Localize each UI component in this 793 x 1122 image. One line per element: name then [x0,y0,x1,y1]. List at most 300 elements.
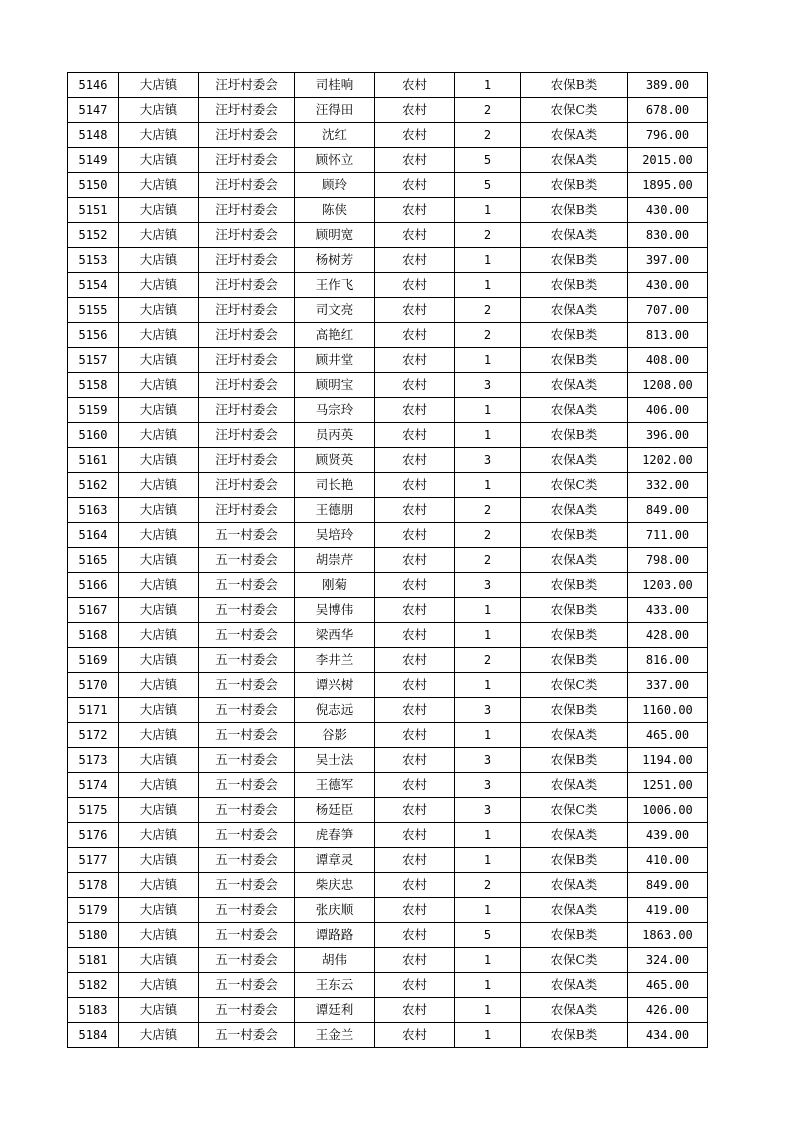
village-committee-cell: 五一村委会 [199,898,295,923]
insurance-category-cell: 农保A类 [521,298,628,323]
household-size-cell: 1 [455,423,521,448]
village-committee-cell: 五一村委会 [199,673,295,698]
village-committee-cell: 五一村委会 [199,523,295,548]
serial-number-cell: 5178 [68,873,119,898]
name-cell: 谷影 [295,723,375,748]
household-size-cell: 3 [455,373,521,398]
area-type-cell: 农村 [375,98,455,123]
household-size-cell: 2 [455,873,521,898]
serial-number-cell: 5162 [68,473,119,498]
name-cell: 谭路路 [295,923,375,948]
name-cell: 吴博伟 [295,598,375,623]
serial-number-cell: 5181 [68,948,119,973]
amount-cell: 410.00 [628,848,708,873]
amount-cell: 408.00 [628,348,708,373]
name-cell: 倪志远 [295,698,375,723]
amount-cell: 428.00 [628,623,708,648]
town-cell: 大店镇 [119,173,199,198]
table-row [68,1023,708,1048]
village-committee-cell: 五一村委会 [199,998,295,1023]
amount-cell: 439.00 [628,823,708,848]
table-row [68,748,708,773]
name-cell: 谭兴树 [295,673,375,698]
table-row [68,123,708,148]
serial-number-cell: 5163 [68,498,119,523]
table-row [68,848,708,873]
table-row [68,323,708,348]
town-cell: 大店镇 [119,673,199,698]
serial-number-cell: 5153 [68,248,119,273]
village-committee-cell: 汪圩村委会 [199,123,295,148]
household-size-cell: 1 [455,623,521,648]
name-cell: 司桂响 [295,73,375,98]
town-cell: 大店镇 [119,298,199,323]
area-type-cell: 农村 [375,848,455,873]
household-size-cell: 2 [455,648,521,673]
village-committee-cell: 汪圩村委会 [199,73,295,98]
household-size-cell: 2 [455,548,521,573]
household-size-cell: 1 [455,998,521,1023]
name-cell: 王德朋 [295,498,375,523]
table-row [68,798,708,823]
area-type-cell: 农村 [375,223,455,248]
area-type-cell: 农村 [375,348,455,373]
table-row [68,498,708,523]
area-type-cell: 农村 [375,673,455,698]
village-committee-cell: 汪圩村委会 [199,398,295,423]
village-committee-cell: 五一村委会 [199,773,295,798]
village-committee-cell: 五一村委会 [199,573,295,598]
household-size-cell: 3 [455,748,521,773]
serial-number-cell: 5155 [68,298,119,323]
town-cell: 大店镇 [119,548,199,573]
village-committee-cell: 五一村委会 [199,973,295,998]
household-size-cell: 1 [455,848,521,873]
town-cell: 大店镇 [119,473,199,498]
insurance-category-cell: 农保B类 [521,348,628,373]
insurance-category-cell: 农保A类 [521,873,628,898]
serial-number-cell: 5159 [68,398,119,423]
town-cell: 大店镇 [119,873,199,898]
name-cell: 顾明宽 [295,223,375,248]
village-committee-cell: 汪圩村委会 [199,373,295,398]
amount-cell: 2015.00 [628,148,708,173]
serial-number-cell: 5156 [68,323,119,348]
area-type-cell: 农村 [375,548,455,573]
area-type-cell: 农村 [375,373,455,398]
insurance-category-cell: 农保A类 [521,398,628,423]
area-type-cell: 农村 [375,198,455,223]
household-size-cell: 3 [455,773,521,798]
table-row [68,873,708,898]
serial-number-cell: 5158 [68,373,119,398]
household-size-cell: 3 [455,698,521,723]
amount-cell: 337.00 [628,673,708,698]
name-cell: 顾明宝 [295,373,375,398]
serial-number-cell: 5170 [68,673,119,698]
table-row [68,223,708,248]
name-cell: 员丙英 [295,423,375,448]
area-type-cell: 农村 [375,598,455,623]
household-size-cell: 2 [455,298,521,323]
town-cell: 大店镇 [119,498,199,523]
household-size-cell: 1 [455,598,521,623]
town-cell: 大店镇 [119,73,199,98]
insurance-category-cell: 农保B类 [521,198,628,223]
insurance-category-cell: 农保B类 [521,623,628,648]
table-row [68,473,708,498]
amount-cell: 406.00 [628,398,708,423]
serial-number-cell: 5152 [68,223,119,248]
insurance-category-cell: 农保B类 [521,848,628,873]
household-size-cell: 1 [455,723,521,748]
insurance-category-cell: 农保B类 [521,248,628,273]
town-cell: 大店镇 [119,898,199,923]
table-row [68,173,708,198]
village-committee-cell: 汪圩村委会 [199,248,295,273]
insurance-category-cell: 农保A类 [521,548,628,573]
area-type-cell: 农村 [375,723,455,748]
name-cell: 马宗玲 [295,398,375,423]
name-cell: 顾怀立 [295,148,375,173]
town-cell: 大店镇 [119,598,199,623]
serial-number-cell: 5172 [68,723,119,748]
roster-body [68,73,708,1048]
town-cell: 大店镇 [119,373,199,398]
household-size-cell: 5 [455,173,521,198]
amount-cell: 430.00 [628,273,708,298]
area-type-cell: 农村 [375,698,455,723]
village-committee-cell: 五一村委会 [199,748,295,773]
household-size-cell: 1 [455,673,521,698]
table-row [68,98,708,123]
insurance-category-cell: 农保A类 [521,498,628,523]
serial-number-cell: 5182 [68,973,119,998]
village-committee-cell: 五一村委会 [199,873,295,898]
table-row [68,398,708,423]
amount-cell: 849.00 [628,873,708,898]
serial-number-cell: 5165 [68,548,119,573]
name-cell: 汪得田 [295,98,375,123]
table-row [68,698,708,723]
roster-table [67,72,708,1048]
insurance-category-cell: 农保A类 [521,773,628,798]
household-size-cell: 1 [455,73,521,98]
village-committee-cell: 汪圩村委会 [199,98,295,123]
insurance-category-cell: 农保B类 [521,1023,628,1048]
town-cell: 大店镇 [119,448,199,473]
serial-number-cell: 5175 [68,798,119,823]
amount-cell: 830.00 [628,223,708,248]
insurance-category-cell: 农保A类 [521,898,628,923]
amount-cell: 1202.00 [628,448,708,473]
name-cell: 柴庆忠 [295,873,375,898]
name-cell: 王德军 [295,773,375,798]
serial-number-cell: 5179 [68,898,119,923]
household-size-cell: 1 [455,273,521,298]
table-row [68,423,708,448]
table-row [68,598,708,623]
town-cell: 大店镇 [119,973,199,998]
amount-cell: 1160.00 [628,698,708,723]
serial-number-cell: 5176 [68,823,119,848]
name-cell: 吴培玲 [295,523,375,548]
table-row [68,898,708,923]
area-type-cell: 农村 [375,623,455,648]
village-committee-cell: 汪圩村委会 [199,298,295,323]
town-cell: 大店镇 [119,323,199,348]
name-cell: 沈红 [295,123,375,148]
village-committee-cell: 五一村委会 [199,848,295,873]
town-cell: 大店镇 [119,573,199,598]
table-row [68,623,708,648]
serial-number-cell: 5180 [68,923,119,948]
serial-number-cell: 5183 [68,998,119,1023]
household-size-cell: 3 [455,798,521,823]
table-row [68,923,708,948]
area-type-cell: 农村 [375,123,455,148]
serial-number-cell: 5167 [68,598,119,623]
name-cell: 梁西华 [295,623,375,648]
amount-cell: 678.00 [628,98,708,123]
area-type-cell: 农村 [375,648,455,673]
village-committee-cell: 五一村委会 [199,798,295,823]
name-cell: 谭廷利 [295,998,375,1023]
area-type-cell: 农村 [375,523,455,548]
name-cell: 虎春笋 [295,823,375,848]
area-type-cell: 农村 [375,798,455,823]
name-cell: 司长艳 [295,473,375,498]
household-size-cell: 1 [455,473,521,498]
insurance-category-cell: 农保C类 [521,798,628,823]
amount-cell: 419.00 [628,898,708,923]
insurance-category-cell: 农保C类 [521,948,628,973]
name-cell: 王作飞 [295,273,375,298]
table-row [68,773,708,798]
town-cell: 大店镇 [119,523,199,548]
town-cell: 大店镇 [119,423,199,448]
name-cell: 李井兰 [295,648,375,673]
name-cell: 吴士法 [295,748,375,773]
insurance-category-cell: 农保A类 [521,373,628,398]
name-cell: 谭章灵 [295,848,375,873]
amount-cell: 1006.00 [628,798,708,823]
area-type-cell: 农村 [375,748,455,773]
amount-cell: 1203.00 [628,573,708,598]
household-size-cell: 2 [455,223,521,248]
amount-cell: 711.00 [628,523,708,548]
serial-number-cell: 5184 [68,1023,119,1048]
household-size-cell: 1 [455,198,521,223]
table-row [68,373,708,398]
insurance-category-cell: 农保B类 [521,698,628,723]
village-committee-cell: 五一村委会 [199,648,295,673]
area-type-cell: 农村 [375,473,455,498]
amount-cell: 465.00 [628,723,708,748]
town-cell: 大店镇 [119,398,199,423]
area-type-cell: 农村 [375,998,455,1023]
amount-cell: 1863.00 [628,923,708,948]
town-cell: 大店镇 [119,648,199,673]
insurance-category-cell: 农保B类 [521,573,628,598]
town-cell: 大店镇 [119,348,199,373]
insurance-category-cell: 农保A类 [521,973,628,998]
table-row [68,548,708,573]
amount-cell: 396.00 [628,423,708,448]
village-committee-cell: 五一村委会 [199,823,295,848]
village-committee-cell: 汪圩村委会 [199,273,295,298]
village-committee-cell: 汪圩村委会 [199,148,295,173]
town-cell: 大店镇 [119,148,199,173]
insurance-category-cell: 农保B类 [521,423,628,448]
town-cell: 大店镇 [119,123,199,148]
name-cell: 陈侠 [295,198,375,223]
household-size-cell: 1 [455,948,521,973]
town-cell: 大店镇 [119,773,199,798]
amount-cell: 1251.00 [628,773,708,798]
name-cell: 司文亮 [295,298,375,323]
village-committee-cell: 汪圩村委会 [199,323,295,348]
insurance-category-cell: 农保C类 [521,473,628,498]
serial-number-cell: 5171 [68,698,119,723]
household-size-cell: 1 [455,248,521,273]
area-type-cell: 农村 [375,423,455,448]
amount-cell: 426.00 [628,998,708,1023]
amount-cell: 433.00 [628,598,708,623]
village-committee-cell: 汪圩村委会 [199,198,295,223]
amount-cell: 798.00 [628,548,708,573]
table-row [68,823,708,848]
amount-cell: 707.00 [628,298,708,323]
town-cell: 大店镇 [119,798,199,823]
name-cell: 顾玲 [295,173,375,198]
insurance-category-cell: 农保A类 [521,223,628,248]
area-type-cell: 农村 [375,273,455,298]
amount-cell: 465.00 [628,973,708,998]
household-size-cell: 1 [455,823,521,848]
area-type-cell: 农村 [375,448,455,473]
area-type-cell: 农村 [375,973,455,998]
insurance-category-cell: 农保B类 [521,523,628,548]
insurance-category-cell: 农保B类 [521,273,628,298]
serial-number-cell: 5148 [68,123,119,148]
serial-number-cell: 5173 [68,748,119,773]
serial-number-cell: 5177 [68,848,119,873]
town-cell: 大店镇 [119,98,199,123]
area-type-cell: 农村 [375,248,455,273]
town-cell: 大店镇 [119,1023,199,1048]
amount-cell: 796.00 [628,123,708,148]
household-size-cell: 3 [455,448,521,473]
amount-cell: 430.00 [628,198,708,223]
household-size-cell: 1 [455,1023,521,1048]
table-row [68,448,708,473]
amount-cell: 324.00 [628,948,708,973]
area-type-cell: 农村 [375,298,455,323]
area-type-cell: 农村 [375,398,455,423]
town-cell: 大店镇 [119,623,199,648]
area-type-cell: 农村 [375,323,455,348]
insurance-category-cell: 农保A类 [521,123,628,148]
town-cell: 大店镇 [119,273,199,298]
town-cell: 大店镇 [119,923,199,948]
area-type-cell: 农村 [375,573,455,598]
table-row [68,523,708,548]
serial-number-cell: 5150 [68,173,119,198]
household-size-cell: 1 [455,398,521,423]
village-committee-cell: 汪圩村委会 [199,173,295,198]
name-cell: 胡伟 [295,948,375,973]
village-committee-cell: 汪圩村委会 [199,498,295,523]
serial-number-cell: 5169 [68,648,119,673]
household-size-cell: 2 [455,498,521,523]
village-committee-cell: 五一村委会 [199,548,295,573]
name-cell: 顾井堂 [295,348,375,373]
area-type-cell: 农村 [375,873,455,898]
insurance-category-cell: 农保A类 [521,998,628,1023]
town-cell: 大店镇 [119,998,199,1023]
table-row [68,673,708,698]
serial-number-cell: 5160 [68,423,119,448]
amount-cell: 434.00 [628,1023,708,1048]
table-row [68,998,708,1023]
town-cell: 大店镇 [119,723,199,748]
name-cell: 胡崇芹 [295,548,375,573]
table-row [68,148,708,173]
amount-cell: 1895.00 [628,173,708,198]
area-type-cell: 农村 [375,923,455,948]
village-committee-cell: 五一村委会 [199,598,295,623]
household-size-cell: 1 [455,898,521,923]
serial-number-cell: 5174 [68,773,119,798]
village-committee-cell: 汪圩村委会 [199,448,295,473]
serial-number-cell: 5154 [68,273,119,298]
amount-cell: 1208.00 [628,373,708,398]
table-row [68,198,708,223]
town-cell: 大店镇 [119,823,199,848]
serial-number-cell: 5151 [68,198,119,223]
insurance-category-cell: 农保A类 [521,823,628,848]
table-row [68,248,708,273]
serial-number-cell: 5161 [68,448,119,473]
village-committee-cell: 五一村委会 [199,623,295,648]
town-cell: 大店镇 [119,198,199,223]
insurance-category-cell: 农保B类 [521,323,628,348]
name-cell: 杨树芳 [295,248,375,273]
amount-cell: 397.00 [628,248,708,273]
insurance-category-cell: 农保C类 [521,98,628,123]
amount-cell: 849.00 [628,498,708,523]
insurance-category-cell: 农保A类 [521,448,628,473]
serial-number-cell: 5147 [68,98,119,123]
town-cell: 大店镇 [119,748,199,773]
serial-number-cell: 5157 [68,348,119,373]
town-cell: 大店镇 [119,848,199,873]
serial-number-cell: 5164 [68,523,119,548]
area-type-cell: 农村 [375,773,455,798]
insurance-category-cell: 农保B类 [521,748,628,773]
household-size-cell: 1 [455,973,521,998]
area-type-cell: 农村 [375,148,455,173]
table-row [68,73,708,98]
table-row [68,723,708,748]
village-committee-cell: 五一村委会 [199,698,295,723]
name-cell: 顾贤英 [295,448,375,473]
household-size-cell: 5 [455,923,521,948]
village-committee-cell: 五一村委会 [199,923,295,948]
area-type-cell: 农村 [375,948,455,973]
serial-number-cell: 5168 [68,623,119,648]
